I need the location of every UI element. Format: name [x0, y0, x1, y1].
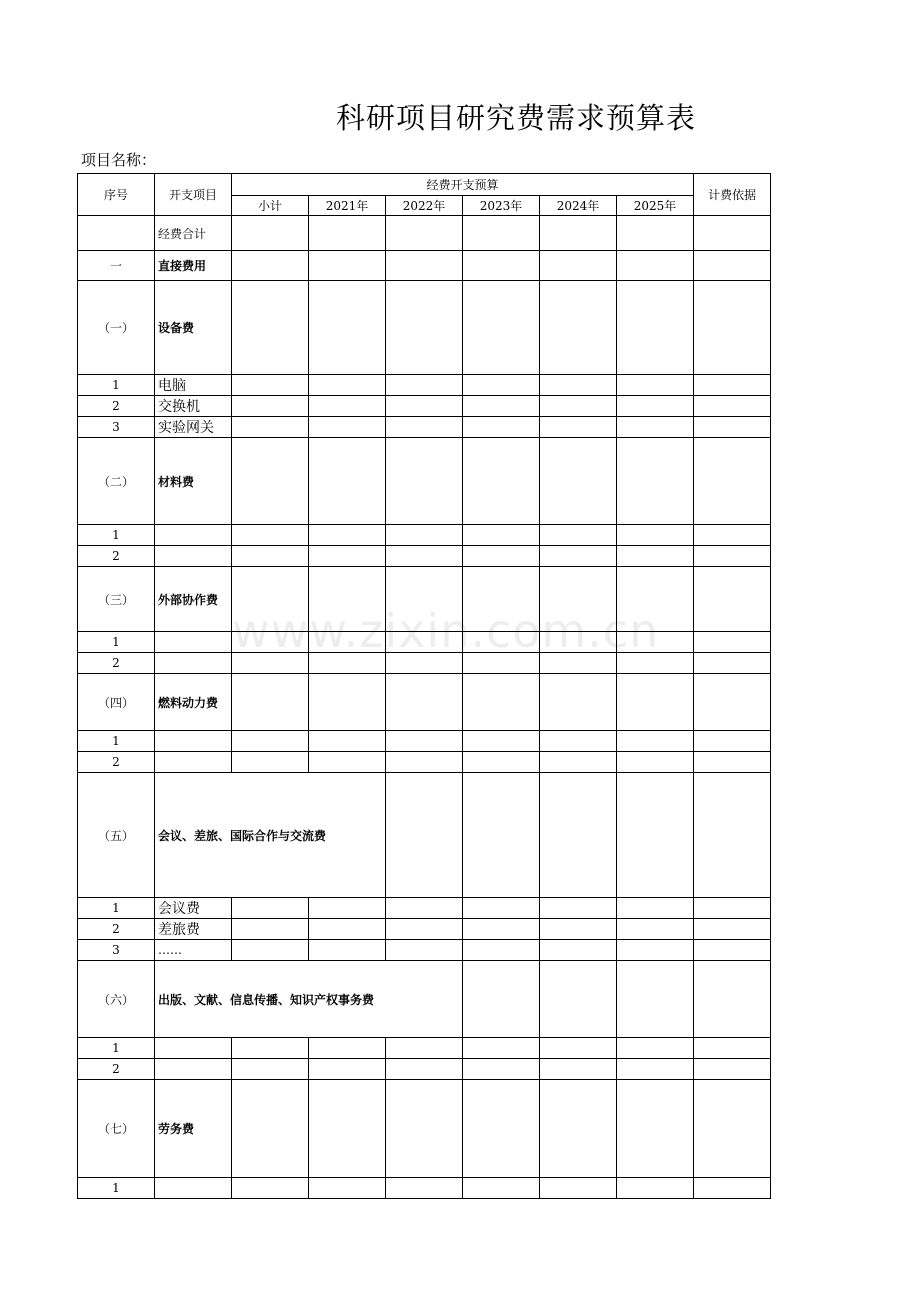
cell [540, 375, 617, 396]
cell [463, 438, 540, 525]
row-seq: 1 [78, 731, 155, 752]
table-row [78, 567, 771, 632]
cell [694, 438, 771, 525]
page-title: 科研项目研究费需求预算表 [335, 101, 696, 135]
cell [232, 898, 309, 919]
cell [463, 961, 540, 1038]
table-row [78, 653, 771, 674]
header-year: 2021年 [309, 196, 386, 216]
cell [540, 632, 617, 653]
cell [463, 546, 540, 567]
cell [309, 632, 386, 653]
cell [617, 546, 694, 567]
cell [463, 632, 540, 653]
project-name-label: 项目名称： [81, 151, 157, 169]
cell [463, 1038, 540, 1059]
cell [232, 525, 309, 546]
cell [617, 281, 694, 375]
row-seq: 3 [78, 940, 155, 961]
cell [540, 417, 617, 438]
cell [617, 919, 694, 940]
cell [386, 674, 463, 731]
cell [309, 396, 386, 417]
cell [386, 1178, 463, 1199]
cell [232, 919, 309, 940]
header-basis: 计费依据 [694, 174, 771, 216]
cell [694, 961, 771, 1038]
cell [232, 1080, 309, 1178]
cell [694, 1178, 771, 1199]
cell [617, 1059, 694, 1080]
row-label: 交换机 [155, 396, 232, 417]
table-row [78, 281, 771, 375]
row-label [155, 653, 232, 674]
budget-table [77, 173, 771, 1199]
cell [309, 251, 386, 281]
cell [232, 375, 309, 396]
row-label: 设备费 [155, 281, 232, 375]
table-row [78, 752, 771, 773]
row-seq: （七） [78, 1080, 155, 1178]
cell [617, 216, 694, 251]
cell [232, 546, 309, 567]
cell [617, 674, 694, 731]
cell [232, 417, 309, 438]
cell [617, 940, 694, 961]
row-seq: 1 [78, 1038, 155, 1059]
cell [617, 632, 694, 653]
table-row [78, 632, 771, 653]
row-label [155, 731, 232, 752]
cell [617, 396, 694, 417]
row-label [155, 632, 232, 653]
cell [232, 567, 309, 632]
cell [617, 898, 694, 919]
cell [540, 546, 617, 567]
cell [386, 281, 463, 375]
row-label: 直接费用 [155, 251, 232, 281]
cell [232, 653, 309, 674]
cell [540, 1178, 617, 1199]
header-item: 开支项目 [155, 174, 232, 216]
table-row [78, 525, 771, 546]
cell [694, 773, 771, 898]
table-row [78, 1059, 771, 1080]
cell [309, 438, 386, 525]
cell [694, 632, 771, 653]
row-seq: （四） [78, 674, 155, 731]
row-label [155, 752, 232, 773]
header-year: 2024年 [540, 196, 617, 216]
table-row [78, 438, 771, 525]
table-row [78, 940, 771, 961]
cell [309, 898, 386, 919]
cell [463, 674, 540, 731]
table-row [78, 961, 771, 1038]
row-seq: 2 [78, 396, 155, 417]
cell [463, 281, 540, 375]
cell [463, 731, 540, 752]
cell [694, 1080, 771, 1178]
cell [309, 417, 386, 438]
table-row [78, 251, 771, 281]
table-row [78, 375, 771, 396]
cell [309, 653, 386, 674]
cell [694, 919, 771, 940]
cell [232, 1178, 309, 1199]
row-label [155, 1059, 232, 1080]
table-row [78, 773, 771, 898]
cell [540, 281, 617, 375]
row-seq: （五） [78, 773, 155, 898]
row-seq [78, 216, 155, 251]
table-row [78, 546, 771, 567]
row-seq: 2 [78, 1059, 155, 1080]
cell [386, 919, 463, 940]
cell [386, 752, 463, 773]
cell [232, 281, 309, 375]
cell [386, 1080, 463, 1178]
row-seq: 1 [78, 632, 155, 653]
cell [232, 216, 309, 251]
cell [386, 653, 463, 674]
row-seq: 3 [78, 417, 155, 438]
cell [309, 525, 386, 546]
cell [694, 281, 771, 375]
cell [694, 567, 771, 632]
row-seq: 1 [78, 1178, 155, 1199]
cell [540, 438, 617, 525]
cell [694, 898, 771, 919]
cell [463, 940, 540, 961]
cell [309, 281, 386, 375]
cell [694, 396, 771, 417]
cell [540, 525, 617, 546]
cell [386, 1038, 463, 1059]
cell [309, 940, 386, 961]
cell [386, 396, 463, 417]
header-seq: 序号 [78, 174, 155, 216]
row-seq: （六） [78, 961, 155, 1038]
cell [463, 567, 540, 632]
cell [463, 375, 540, 396]
cell [309, 674, 386, 731]
row-seq: 1 [78, 898, 155, 919]
row-label: 差旅费 [155, 919, 232, 940]
cell [694, 216, 771, 251]
cell [617, 375, 694, 396]
cell [617, 567, 694, 632]
cell [540, 251, 617, 281]
row-seq: （二） [78, 438, 155, 525]
cell [463, 919, 540, 940]
cell [386, 251, 463, 281]
cell [617, 438, 694, 525]
cell [540, 396, 617, 417]
row-label: 会议费 [155, 898, 232, 919]
row-seq: （一） [78, 281, 155, 375]
cell [694, 653, 771, 674]
cell [617, 1038, 694, 1059]
row-seq: 2 [78, 546, 155, 567]
table-row [78, 216, 771, 251]
cell [232, 632, 309, 653]
row-label: 劳务费 [155, 1080, 232, 1178]
table-row [78, 396, 771, 417]
cell [540, 216, 617, 251]
row-seq: 2 [78, 752, 155, 773]
row-label: 燃料动力费 [155, 674, 232, 731]
cell [309, 546, 386, 567]
cell [540, 961, 617, 1038]
cell [309, 375, 386, 396]
row-seq: （三） [78, 567, 155, 632]
row-label [155, 525, 232, 546]
table-row [78, 417, 771, 438]
header-year: 2025年 [617, 196, 694, 216]
cell [309, 567, 386, 632]
row-label [155, 1038, 232, 1059]
cell [463, 1080, 540, 1178]
cell [309, 919, 386, 940]
cell [617, 417, 694, 438]
cell [309, 216, 386, 251]
cell [694, 417, 771, 438]
cell [617, 1178, 694, 1199]
cell [617, 653, 694, 674]
header-budget-group: 经费开支预算 [232, 174, 694, 196]
cell [540, 940, 617, 961]
cell [386, 940, 463, 961]
row-label: 材料费 [155, 438, 232, 525]
row-label [155, 546, 232, 567]
cell [617, 731, 694, 752]
row-label: 外部协作费 [155, 567, 232, 632]
cell [463, 752, 540, 773]
cell [540, 752, 617, 773]
cell [386, 438, 463, 525]
cell [540, 731, 617, 752]
cell [540, 1038, 617, 1059]
cell [309, 1080, 386, 1178]
row-seq: 一 [78, 251, 155, 281]
cell [232, 731, 309, 752]
cell [232, 396, 309, 417]
cell [463, 653, 540, 674]
cell [463, 417, 540, 438]
cell [540, 1059, 617, 1080]
table-row [78, 731, 771, 752]
cell [694, 1059, 771, 1080]
table-row [78, 674, 771, 731]
cell [617, 773, 694, 898]
row-label [155, 1178, 232, 1199]
cell [540, 567, 617, 632]
cell [694, 940, 771, 961]
cell [463, 396, 540, 417]
row-seq: 2 [78, 653, 155, 674]
header-subtotal: 小计 [232, 196, 309, 216]
cell [386, 898, 463, 919]
cell [386, 417, 463, 438]
cell [617, 961, 694, 1038]
cell [309, 1038, 386, 1059]
row-label: …… [155, 940, 232, 961]
cell [309, 752, 386, 773]
cell [694, 251, 771, 281]
row-label: 实验网关 [155, 417, 232, 438]
cell [540, 1080, 617, 1178]
cell [694, 674, 771, 731]
cell [694, 731, 771, 752]
cell [232, 438, 309, 525]
cell [309, 1059, 386, 1080]
table-row [78, 1080, 771, 1178]
cell [694, 752, 771, 773]
cell [463, 251, 540, 281]
cell [386, 567, 463, 632]
header-year: 2022年 [386, 196, 463, 216]
row-label: 经费合计 [155, 216, 232, 251]
cell [232, 251, 309, 281]
cell [232, 1038, 309, 1059]
cell [232, 940, 309, 961]
table-row [78, 1038, 771, 1059]
cell [617, 1080, 694, 1178]
cell [386, 525, 463, 546]
cell [617, 251, 694, 281]
cell [386, 375, 463, 396]
cell [540, 773, 617, 898]
cell [386, 632, 463, 653]
cell [232, 1059, 309, 1080]
cell [309, 1178, 386, 1199]
cell [232, 752, 309, 773]
cell [617, 525, 694, 546]
cell [694, 546, 771, 567]
cell [309, 731, 386, 752]
watermark: www.zixin.com.cn [232, 604, 660, 658]
cell [540, 653, 617, 674]
cell [463, 898, 540, 919]
cell [540, 674, 617, 731]
cell [617, 752, 694, 773]
row-label: 电脑 [155, 375, 232, 396]
cell [463, 525, 540, 546]
cell [232, 674, 309, 731]
cell [463, 773, 540, 898]
row-seq: 1 [78, 375, 155, 396]
cell [386, 546, 463, 567]
row-seq: 1 [78, 525, 155, 546]
table-row [78, 898, 771, 919]
cell [386, 216, 463, 251]
cell [463, 1059, 540, 1080]
cell [386, 773, 463, 898]
cell [463, 1178, 540, 1199]
table-row [78, 919, 771, 940]
row-seq: 2 [78, 919, 155, 940]
row-label: 出版、文献、信息传播、知识产权事务费 [155, 961, 463, 1038]
header-year: 2023年 [463, 196, 540, 216]
cell [694, 375, 771, 396]
cell [540, 919, 617, 940]
cell [386, 731, 463, 752]
cell [463, 216, 540, 251]
row-label: 会议、差旅、国际合作与交流费 [155, 773, 386, 898]
cell [540, 898, 617, 919]
cell [694, 1038, 771, 1059]
table-row [78, 1178, 771, 1199]
cell [694, 525, 771, 546]
cell [386, 1059, 463, 1080]
